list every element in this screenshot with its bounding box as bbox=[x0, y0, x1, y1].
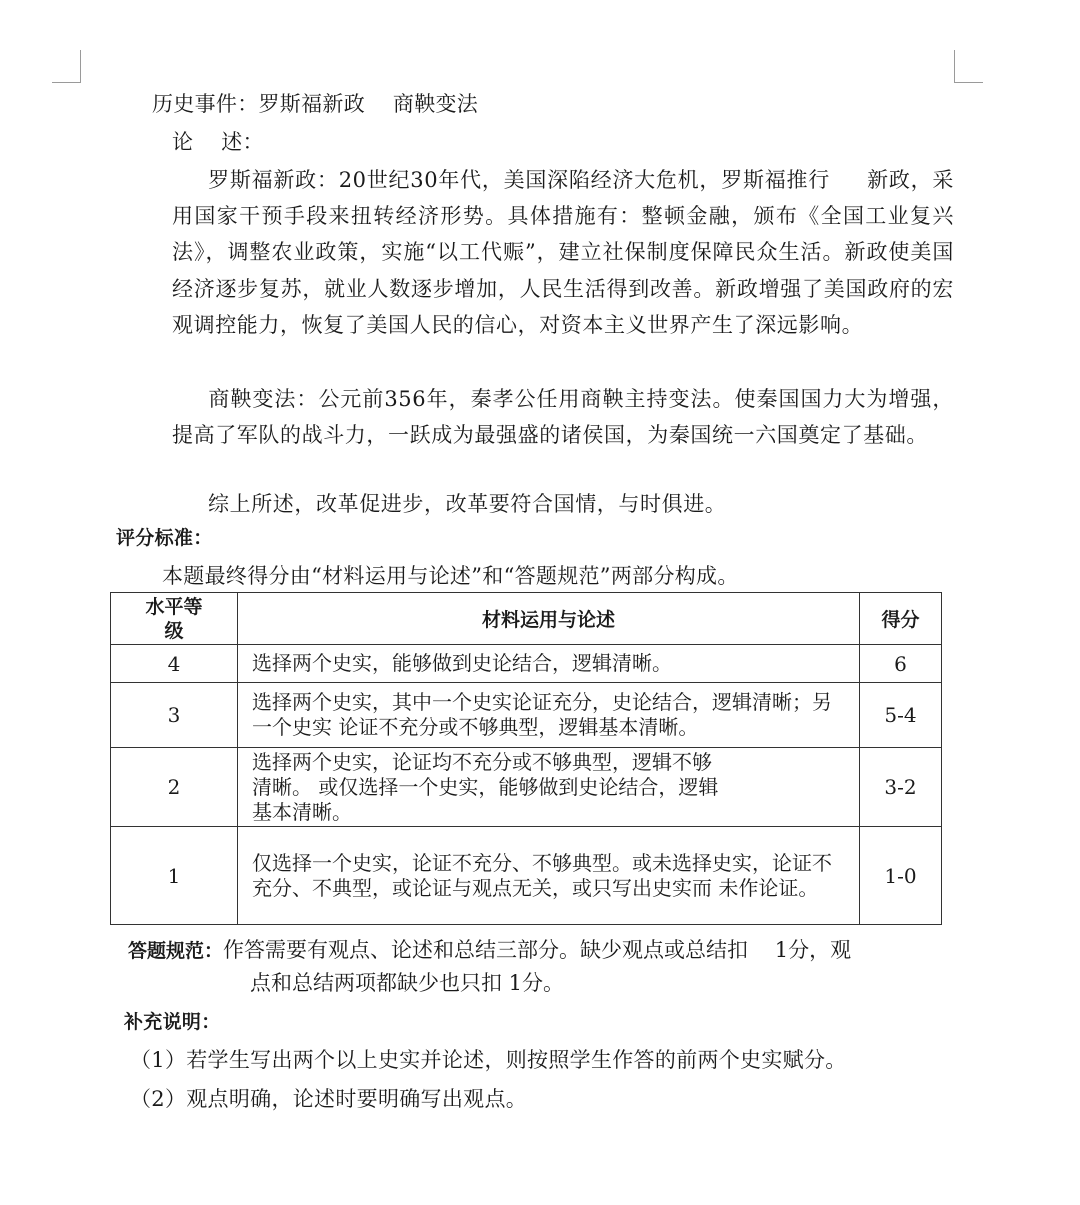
essay-paragraph-text: 综上所述，改革促进步，改革要符合国情，与时俱进。 bbox=[208, 492, 727, 516]
answer-norms-text: 作答需要有观点、论述和总结三部分。缺少观点或总结扣 1分，观 bbox=[223, 938, 852, 962]
level-cell: 2 bbox=[111, 748, 238, 827]
scoring-intro: 本题最终得分由“材料运用与论述”和“答题规范”两部分构成。 bbox=[162, 564, 739, 588]
description-cell: 选择两个史实，其中一个史实论证充分，史论结合，逻辑清晰；另一个史实 论证不充分或不够典型，逻辑基本清晰。 bbox=[238, 683, 860, 748]
score-cell: 3-2 bbox=[860, 748, 942, 827]
score-cell: 6 bbox=[860, 645, 942, 683]
score-cell: 5-4 bbox=[860, 683, 942, 748]
table-row bbox=[111, 748, 942, 827]
argument-label: 论 述： bbox=[172, 130, 264, 154]
header-score: 得分 bbox=[860, 593, 942, 645]
table-row bbox=[111, 827, 942, 925]
page-corner-mark-right bbox=[954, 50, 983, 83]
table-header-row bbox=[111, 593, 942, 645]
answer-norms bbox=[128, 934, 958, 999]
header-material: 材料运用与论述 bbox=[238, 593, 860, 645]
table-row bbox=[111, 683, 942, 748]
description-cell: 选择两个史实，能够做到史论结合，逻辑清晰。 bbox=[238, 645, 860, 683]
supplement-item-1: （1）若学生写出两个以上史实并论述，则按照学生作答的前两个史实赋分。 bbox=[130, 1048, 847, 1072]
supplement-item-2: （2）观点明确，论述时要明确写出观点。 bbox=[130, 1087, 528, 1111]
scoring-table bbox=[110, 592, 942, 925]
page-corner-mark-left bbox=[52, 50, 81, 83]
essay-conclusion bbox=[172, 486, 954, 522]
table-row bbox=[111, 645, 942, 683]
description-cell: 仅选择一个史实，论证不充分、不够典型。或未选择史实，论证不充分、不典型，或论证与观点无关，或只写出史实而 未作论证。 bbox=[238, 827, 860, 925]
supplement-title: 补充说明： bbox=[124, 1011, 221, 1033]
answer-norms-text-continued: 点和总结两项都缺少也只扣 1分。 bbox=[250, 971, 565, 995]
scoring-title: 评分标准： bbox=[116, 527, 213, 549]
level-cell: 3 bbox=[111, 683, 238, 748]
essay-paragraph-shang-yang bbox=[172, 381, 954, 453]
header-level: 水平等级 bbox=[111, 593, 238, 645]
essay-paragraph-text: 罗斯福新政：20世纪30年代，美国深陷经济大危机，罗斯福推行 新政，采用国家干预手段来扭转经济形势。具体措施有：整顿金融，颁布《全国工业复兴法》，调整农业政策，实施“以工代赈”，建立社保制度保障民众生活。新政使美国经济逐步复苏，就业人数逐步增加，人民生活得到改善。新政增强了美国政府的宏观调控能力，恢复了美国人民的信心，对资本主义世界产生了深远影响。 bbox=[172, 168, 954, 337]
answer-norms-label: 答题规范： bbox=[128, 940, 224, 962]
essay-paragraph-new-deal bbox=[172, 162, 954, 343]
level-cell: 4 bbox=[111, 645, 238, 683]
essay-paragraph-text: 商鞅变法：公元前356年，秦孝公任用商鞅主持变法。使秦国国力大为增强，提高了军队的战斗力，一跃成为最强盛的诸侯国，为秦国统一六国奠定了基础。 bbox=[172, 387, 954, 448]
description-cell: 选择两个史实，论证均不充分或不够典型，逻辑不够清晰。 或仅选择一个史实，能够做到史论结合，逻辑基本清晰。 bbox=[238, 748, 860, 827]
score-cell: 1-0 bbox=[860, 827, 942, 925]
level-cell: 1 bbox=[111, 827, 238, 925]
event-line: 历史事件：罗斯福新政 商鞅变法 bbox=[152, 92, 479, 116]
